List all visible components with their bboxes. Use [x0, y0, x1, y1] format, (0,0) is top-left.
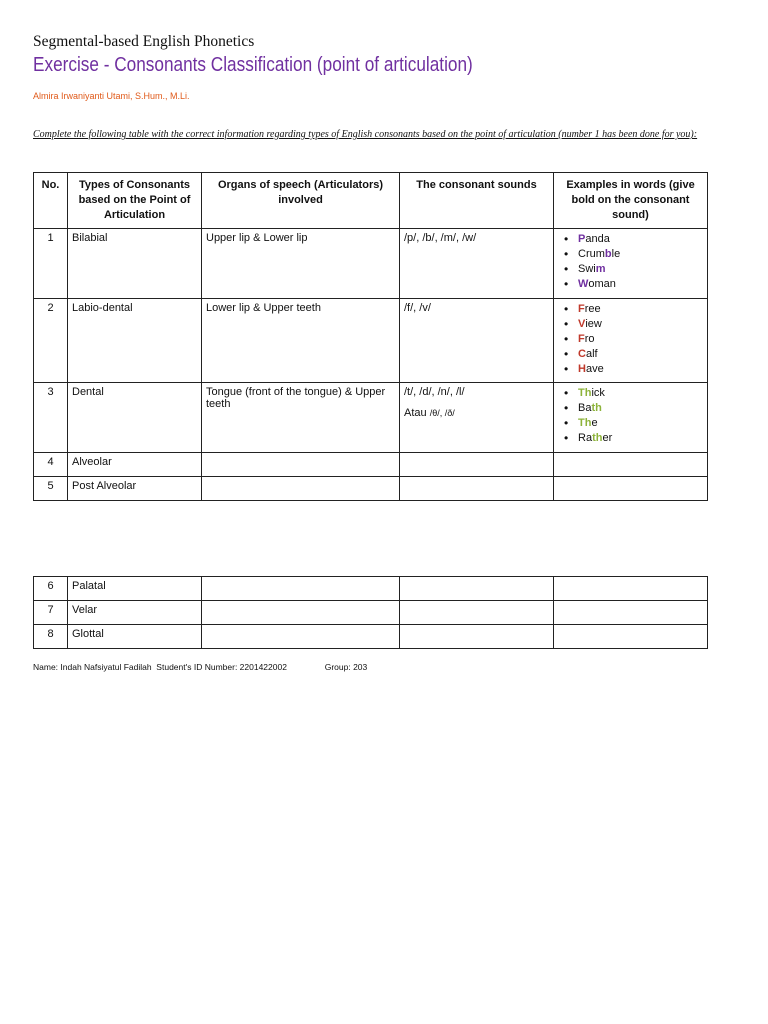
row-organs: Lower lip & Upper teeth [202, 299, 400, 383]
row-number: 3 [34, 383, 68, 453]
sounds-main: /t/, /d/, /n/, /l/ [404, 386, 465, 398]
row-number: 2 [34, 299, 68, 383]
example-suffix: ro [584, 333, 595, 345]
row-number: 4 [34, 453, 68, 477]
exercise-title: Exercise - Consonants Classification (point of articulation) [33, 54, 473, 76]
header-sounds: The consonant sounds [400, 173, 554, 229]
row-type: Post Alveolar [68, 477, 202, 501]
example-word [558, 277, 703, 292]
row-examples[interactable] [554, 577, 708, 601]
row-type: Labio-dental [68, 299, 202, 383]
row-number: 1 [34, 229, 68, 299]
row-organs[interactable] [202, 477, 400, 501]
consonants-table-continued [33, 576, 708, 649]
example-word [558, 362, 703, 377]
example-suffix: oman [588, 278, 616, 290]
consonants-table [33, 172, 708, 501]
atau-label: Atau [404, 407, 427, 419]
row-organs[interactable] [202, 601, 400, 625]
table-row [34, 383, 708, 453]
example-highlight: F [578, 303, 585, 315]
row-sounds[interactable] [400, 601, 554, 625]
row-examples[interactable] [554, 477, 708, 501]
atau-sounds: /θ/, /ð/ [429, 408, 455, 418]
row-type: Velar [68, 601, 202, 625]
example-highlight: F [578, 333, 585, 345]
examples-list [558, 232, 703, 292]
example-highlight: b [604, 248, 612, 260]
sounds-alternative [404, 406, 549, 420]
example-word [558, 317, 703, 332]
table-row [34, 299, 708, 383]
example-suffix: er [602, 432, 613, 444]
row-number: 7 [34, 601, 68, 625]
table-header-row [34, 173, 708, 229]
row-organs: Tongue (front of the tongue) & Upper teeth [202, 383, 400, 453]
course-name: Segmental-based English Phonetics [33, 33, 255, 50]
header-organs: Organs of speech (Articulators) involved [202, 173, 400, 229]
row-type: Glottal [68, 625, 202, 649]
example-suffix: iew [585, 318, 602, 330]
row-type: Palatal [68, 577, 202, 601]
table-row [34, 625, 708, 649]
example-word [558, 332, 703, 347]
example-highlight: Th [578, 387, 592, 399]
table-row [34, 229, 708, 299]
example-highlight: P [578, 233, 586, 245]
example-suffix: anda [585, 233, 610, 245]
example-prefix: Swi [578, 263, 596, 275]
example-word [558, 247, 703, 262]
example-highlight: H [578, 363, 586, 375]
row-examples [554, 383, 708, 453]
row-examples[interactable] [554, 453, 708, 477]
example-word [558, 401, 703, 416]
row-examples[interactable] [554, 601, 708, 625]
example-word [558, 416, 703, 431]
example-word [558, 347, 703, 362]
row-number: 6 [34, 577, 68, 601]
examples-list [558, 302, 703, 377]
example-suffix: alf [585, 348, 598, 360]
example-highlight: C [578, 348, 586, 360]
row-sounds[interactable] [400, 477, 554, 501]
row-examples [554, 299, 708, 383]
header-type: Types of Consonants based on the Point of Articulation [68, 173, 202, 229]
example-suffix: ick [591, 387, 605, 399]
example-word [558, 431, 703, 446]
example-suffix: ave [585, 363, 604, 375]
row-sounds: /f/, /v/ [400, 299, 554, 383]
example-suffix: ree [584, 303, 601, 315]
header-no: No. [34, 173, 68, 229]
example-suffix: e [591, 417, 598, 429]
author-name: Almira Irwaniyanti Utami, S.Hum., M.Li. [33, 91, 190, 101]
example-word [558, 262, 703, 277]
header-examples: Examples in words (give bold on the consonant sound) [554, 173, 708, 229]
table-row [34, 453, 708, 477]
example-word [558, 232, 703, 247]
row-organs: Upper lip & Lower lip [202, 229, 400, 299]
example-suffix: le [611, 248, 621, 260]
table-row [34, 601, 708, 625]
instruction-text: Complete the following table with the correct information regarding types of English consonants based on the point of articulation (number 1 has been done for you): [33, 129, 698, 140]
row-number: 5 [34, 477, 68, 501]
example-word [558, 386, 703, 401]
row-organs[interactable] [202, 453, 400, 477]
row-type: Dental [68, 383, 202, 453]
row-organs[interactable] [202, 577, 400, 601]
example-prefix: Ra [578, 432, 593, 444]
table-row [34, 477, 708, 501]
example-prefix: Crum [578, 248, 605, 260]
examples-list [558, 386, 703, 446]
example-highlight: th [591, 402, 602, 414]
example-highlight: th [592, 432, 603, 444]
example-highlight: m [595, 263, 606, 275]
row-examples [554, 229, 708, 299]
example-highlight: W [578, 278, 589, 290]
row-examples[interactable] [554, 625, 708, 649]
example-highlight: Th [578, 417, 592, 429]
row-type: Alveolar [68, 453, 202, 477]
example-word [558, 302, 703, 317]
row-sounds[interactable] [400, 625, 554, 649]
table-row [34, 577, 708, 601]
student-info: Name: Indah Nafsiyatul Fadilah Student's ID Number: 2201422002 Group: 203 [33, 662, 368, 672]
row-type: Bilabial [68, 229, 202, 299]
row-sounds[interactable] [400, 577, 554, 601]
example-highlight: V [578, 318, 586, 330]
row-number: 8 [34, 625, 68, 649]
example-prefix: Ba [578, 402, 592, 414]
row-sounds[interactable] [400, 453, 554, 477]
row-sounds [400, 383, 554, 453]
row-organs[interactable] [202, 625, 400, 649]
row-sounds: /p/, /b/, /m/, /w/ [400, 229, 554, 299]
